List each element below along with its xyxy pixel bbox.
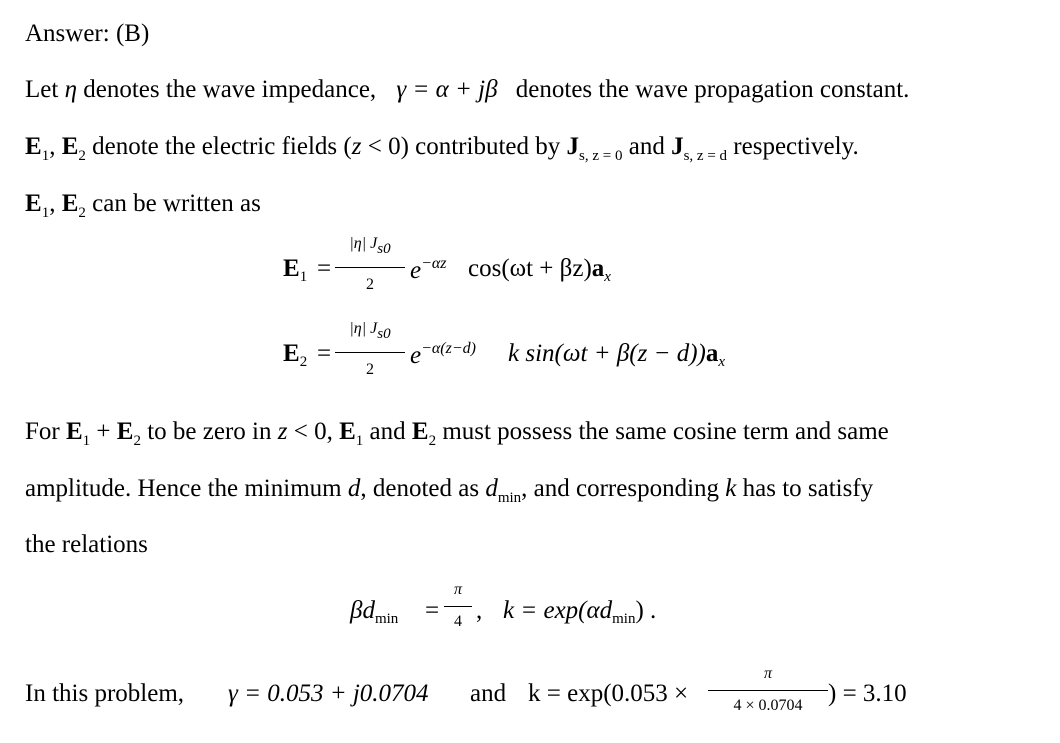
eq1-exponential: $e^{-\alpha z}$	[410, 255, 447, 284]
answer-line	[25, 19, 149, 49]
answer-text: Answer: (B)	[25, 20, 150, 47]
j1-symbol: J	[566, 133, 579, 160]
eq3-fraction	[444, 576, 472, 636]
eq1-cos-term: $\cos(\omega t + \beta z)a_x$	[468, 255, 611, 285]
z-symbol: z	[351, 133, 362, 160]
j2-symbol: J	[671, 133, 684, 160]
eq3-comma: ,	[476, 597, 483, 624]
final-denominator: 4 × 0.0704	[733, 697, 803, 714]
e1-sub: 1	[41, 148, 50, 164]
para-line-2: amplitude. Hence the minimum d, denoted as $d_{min}$, and corresponding k has to satisfy	[25, 475, 874, 506]
eq1-denominator: 2	[366, 276, 374, 293]
eq2-fraction	[335, 313, 405, 386]
eq2-exponential: $e^{-\alpha(z-d)}$	[410, 340, 476, 369]
e1-symbol: E	[25, 133, 42, 160]
and-text: and	[622, 133, 672, 160]
final-and: and	[470, 680, 507, 707]
final-text: In this problem,	[25, 680, 185, 707]
eta-symbol: η	[64, 76, 77, 103]
final-k-expr: k = exp(0.053 ×	[528, 680, 689, 707]
eq2-lhs: $E_2$	[283, 340, 308, 370]
fields-text-3: respectively.	[727, 133, 859, 160]
fields-text-1: denote the electric fields (	[85, 133, 352, 160]
eq3-lhs: $\beta d_{min}$	[350, 597, 399, 627]
eq3-equals: =	[425, 597, 440, 624]
eq2-denominator: 2	[366, 361, 374, 378]
eq1-numerator: |η| Js0	[335, 228, 405, 268]
eq3-denominator: 4	[454, 613, 462, 630]
final-gamma: γ = 0.053 + j0.0704	[228, 680, 429, 707]
e2-sub: 2	[78, 148, 86, 164]
e1-symbol: E	[25, 190, 42, 217]
gamma-equation: γ = α + jβ	[396, 76, 498, 103]
final-fraction	[708, 660, 828, 720]
final-numerator: π	[708, 660, 828, 691]
e1-sub: 1	[41, 205, 50, 221]
eq1-equals: =	[317, 255, 332, 282]
para-line-1: For $E_1 + E_2$ to be zero in z < 0, $E_1$ and $E_2$ must possess the same cosine term and same	[25, 418, 889, 449]
comma: ,	[49, 190, 62, 217]
eq2-numerator: |η| Js0	[335, 313, 405, 353]
eq2-equals: =	[317, 340, 332, 367]
written-line	[25, 189, 261, 228]
eq2-sin-term: k $\sin(\omega t + \beta(z - d))a_x$	[508, 340, 726, 370]
intro-let: Let	[25, 76, 65, 103]
eq3-numerator: π	[444, 576, 472, 607]
intro-text-1: denotes the wave impedance,	[76, 76, 377, 103]
j2-sub: s, z = d	[683, 148, 728, 164]
j1-sub: s, z = 0	[579, 148, 623, 164]
comma: ,	[49, 133, 62, 160]
fields-text-2: < 0) contributed by	[361, 133, 567, 160]
eq1-lhs: $E_1$	[283, 255, 308, 285]
written-text: can be written as	[85, 190, 261, 217]
intro-line	[25, 75, 909, 105]
eq1-fraction	[335, 228, 405, 301]
fields-line	[25, 132, 859, 171]
e2-symbol: E	[61, 190, 79, 217]
intro-text-2: denotes the wave propagation constant.	[515, 76, 910, 103]
e2-sub: 2	[78, 205, 86, 221]
eq3-k-relation: $k = \exp(\alpha d_{min})$ .	[503, 597, 657, 627]
e2-symbol: E	[61, 133, 79, 160]
para-line-3: the relations	[25, 531, 148, 558]
final-result: ) = 3.10	[828, 680, 907, 707]
